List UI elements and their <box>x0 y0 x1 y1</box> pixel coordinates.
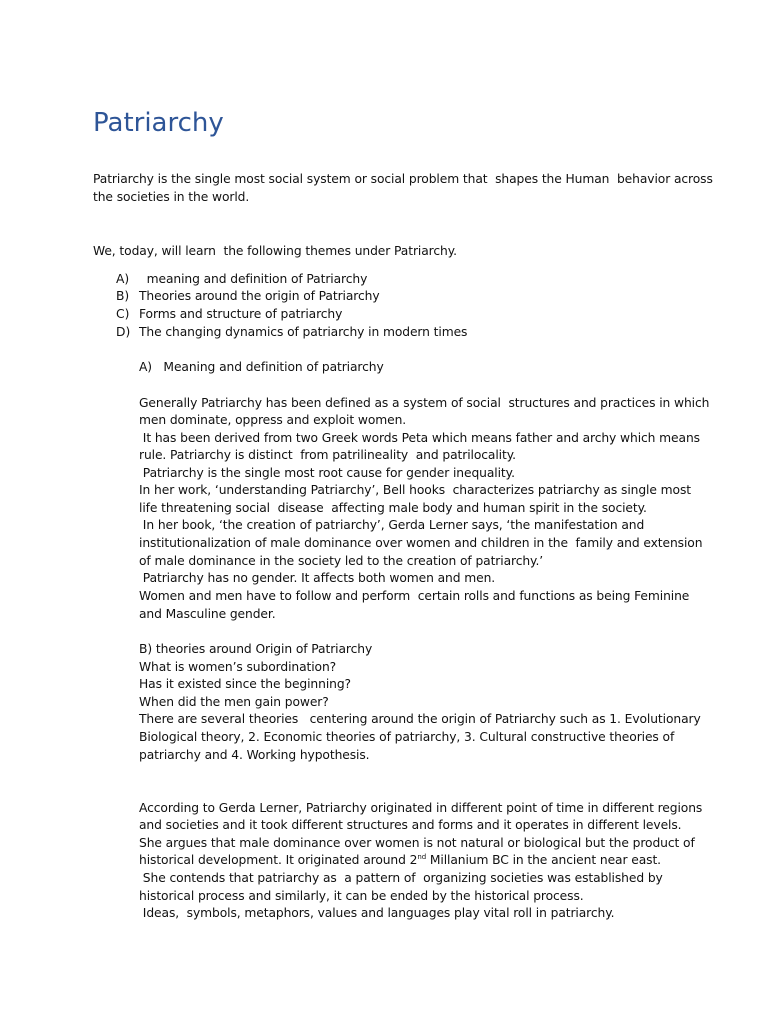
list-item: The changing dynamics of patriarchy in modern times <box>139 325 468 339</box>
list-item: Theories around the origin of Patriarchy <box>139 289 380 303</box>
paragraph-line: Women and men have to follow and perform certain rolls and functions as being Feminine <box>139 589 690 603</box>
section-a-heading: A) Meaning and definition of patriarchy <box>139 360 384 374</box>
list-item: meaning and definition of Patriarchy <box>139 272 368 286</box>
list-item: Forms and structure of patriarchy <box>139 307 343 321</box>
paragraph-line: There are several theories centering around the origin of Patriarchy such as 1. Evolutionary <box>139 712 701 726</box>
paragraph-line: When did the men gain power? <box>139 695 329 709</box>
list-marker: B) <box>116 289 130 303</box>
paragraph-line: Generally Patriarchy has been defined as a system of social structures and practices in which <box>139 396 710 410</box>
list-marker: A) <box>116 272 130 286</box>
paragraph-line: In her book, ‘the creation of patriarchy’, Gerda Lerner says, ‘the manifestation and <box>139 518 645 532</box>
document-title: Patriarchy <box>93 108 224 138</box>
paragraph-line: In her work, ‘understanding Patriarchy’, Bell hooks characterizes patriarchy as single most <box>139 483 691 497</box>
themes-intro: We, today, will learn the following themes under Patriarchy. <box>93 244 457 258</box>
line-text: Millanium BC in the ancient near east. <box>426 853 661 867</box>
paragraph-line: and societies and it took different structures and forms and it operates in different levels. <box>139 818 682 832</box>
paragraph-line: What is women’s subordination? <box>139 660 337 674</box>
line-text: historical development. It originated around 2 <box>139 853 418 867</box>
paragraph-line: of male dominance in the society led to the creation of patriarchy.’ <box>139 554 544 568</box>
paragraph-line: Patriarchy has no gender. It affects both women and men. <box>139 571 496 585</box>
paragraph-line: patriarchy and 4. Working hypothesis. <box>139 748 370 762</box>
ordinal-superscript: nd <box>417 853 427 861</box>
intro-line: Patriarchy is the single most social system or social problem that shapes the Human behavior across <box>93 172 713 186</box>
intro-line: the societies in the world. <box>93 190 250 204</box>
section-b-heading: B) theories around Origin of Patriarchy <box>139 642 373 656</box>
paragraph-line: and Masculine gender. <box>139 607 276 621</box>
paragraph-line: It has been derived from two Greek words Peta which means father and archy which means <box>139 431 700 445</box>
paragraph-line: life threatening social disease affecting male body and human spirit in the society. <box>139 501 647 515</box>
paragraph-line: Has it existed since the beginning? <box>139 677 351 691</box>
list-marker: C) <box>116 307 130 321</box>
paragraph-line: historical process and similarly, it can be ended by the historical process. <box>139 889 584 903</box>
paragraph-line: Patriarchy is the single most root cause for gender inequality. <box>139 466 515 480</box>
paragraph-line: She contends that patriarchy as a pattern of organizing societies was established by <box>139 871 663 885</box>
paragraph-line: rule. Patriarchy is distinct from patrilineality and patrilocality. <box>139 448 516 462</box>
paragraph-line: Ideas, symbols, metaphors, values and languages play vital roll in patriarchy. <box>139 906 615 920</box>
list-marker: D) <box>116 325 131 339</box>
paragraph-line: Biological theory, 2. Economic theories of patriarchy, 3. Cultural constructive theories of <box>139 730 675 744</box>
paragraph-line: According to Gerda Lerner, Patriarchy originated in different point of time in different regions <box>139 801 703 815</box>
paragraph-line <box>139 852 661 870</box>
paragraph-line: She argues that male dominance over women is not natural or biological but the product of <box>139 836 695 850</box>
paragraph-line: men dominate, oppress and exploit women. <box>139 413 407 427</box>
paragraph-line: institutionalization of male dominance over women and children in the family and extension <box>139 536 703 550</box>
